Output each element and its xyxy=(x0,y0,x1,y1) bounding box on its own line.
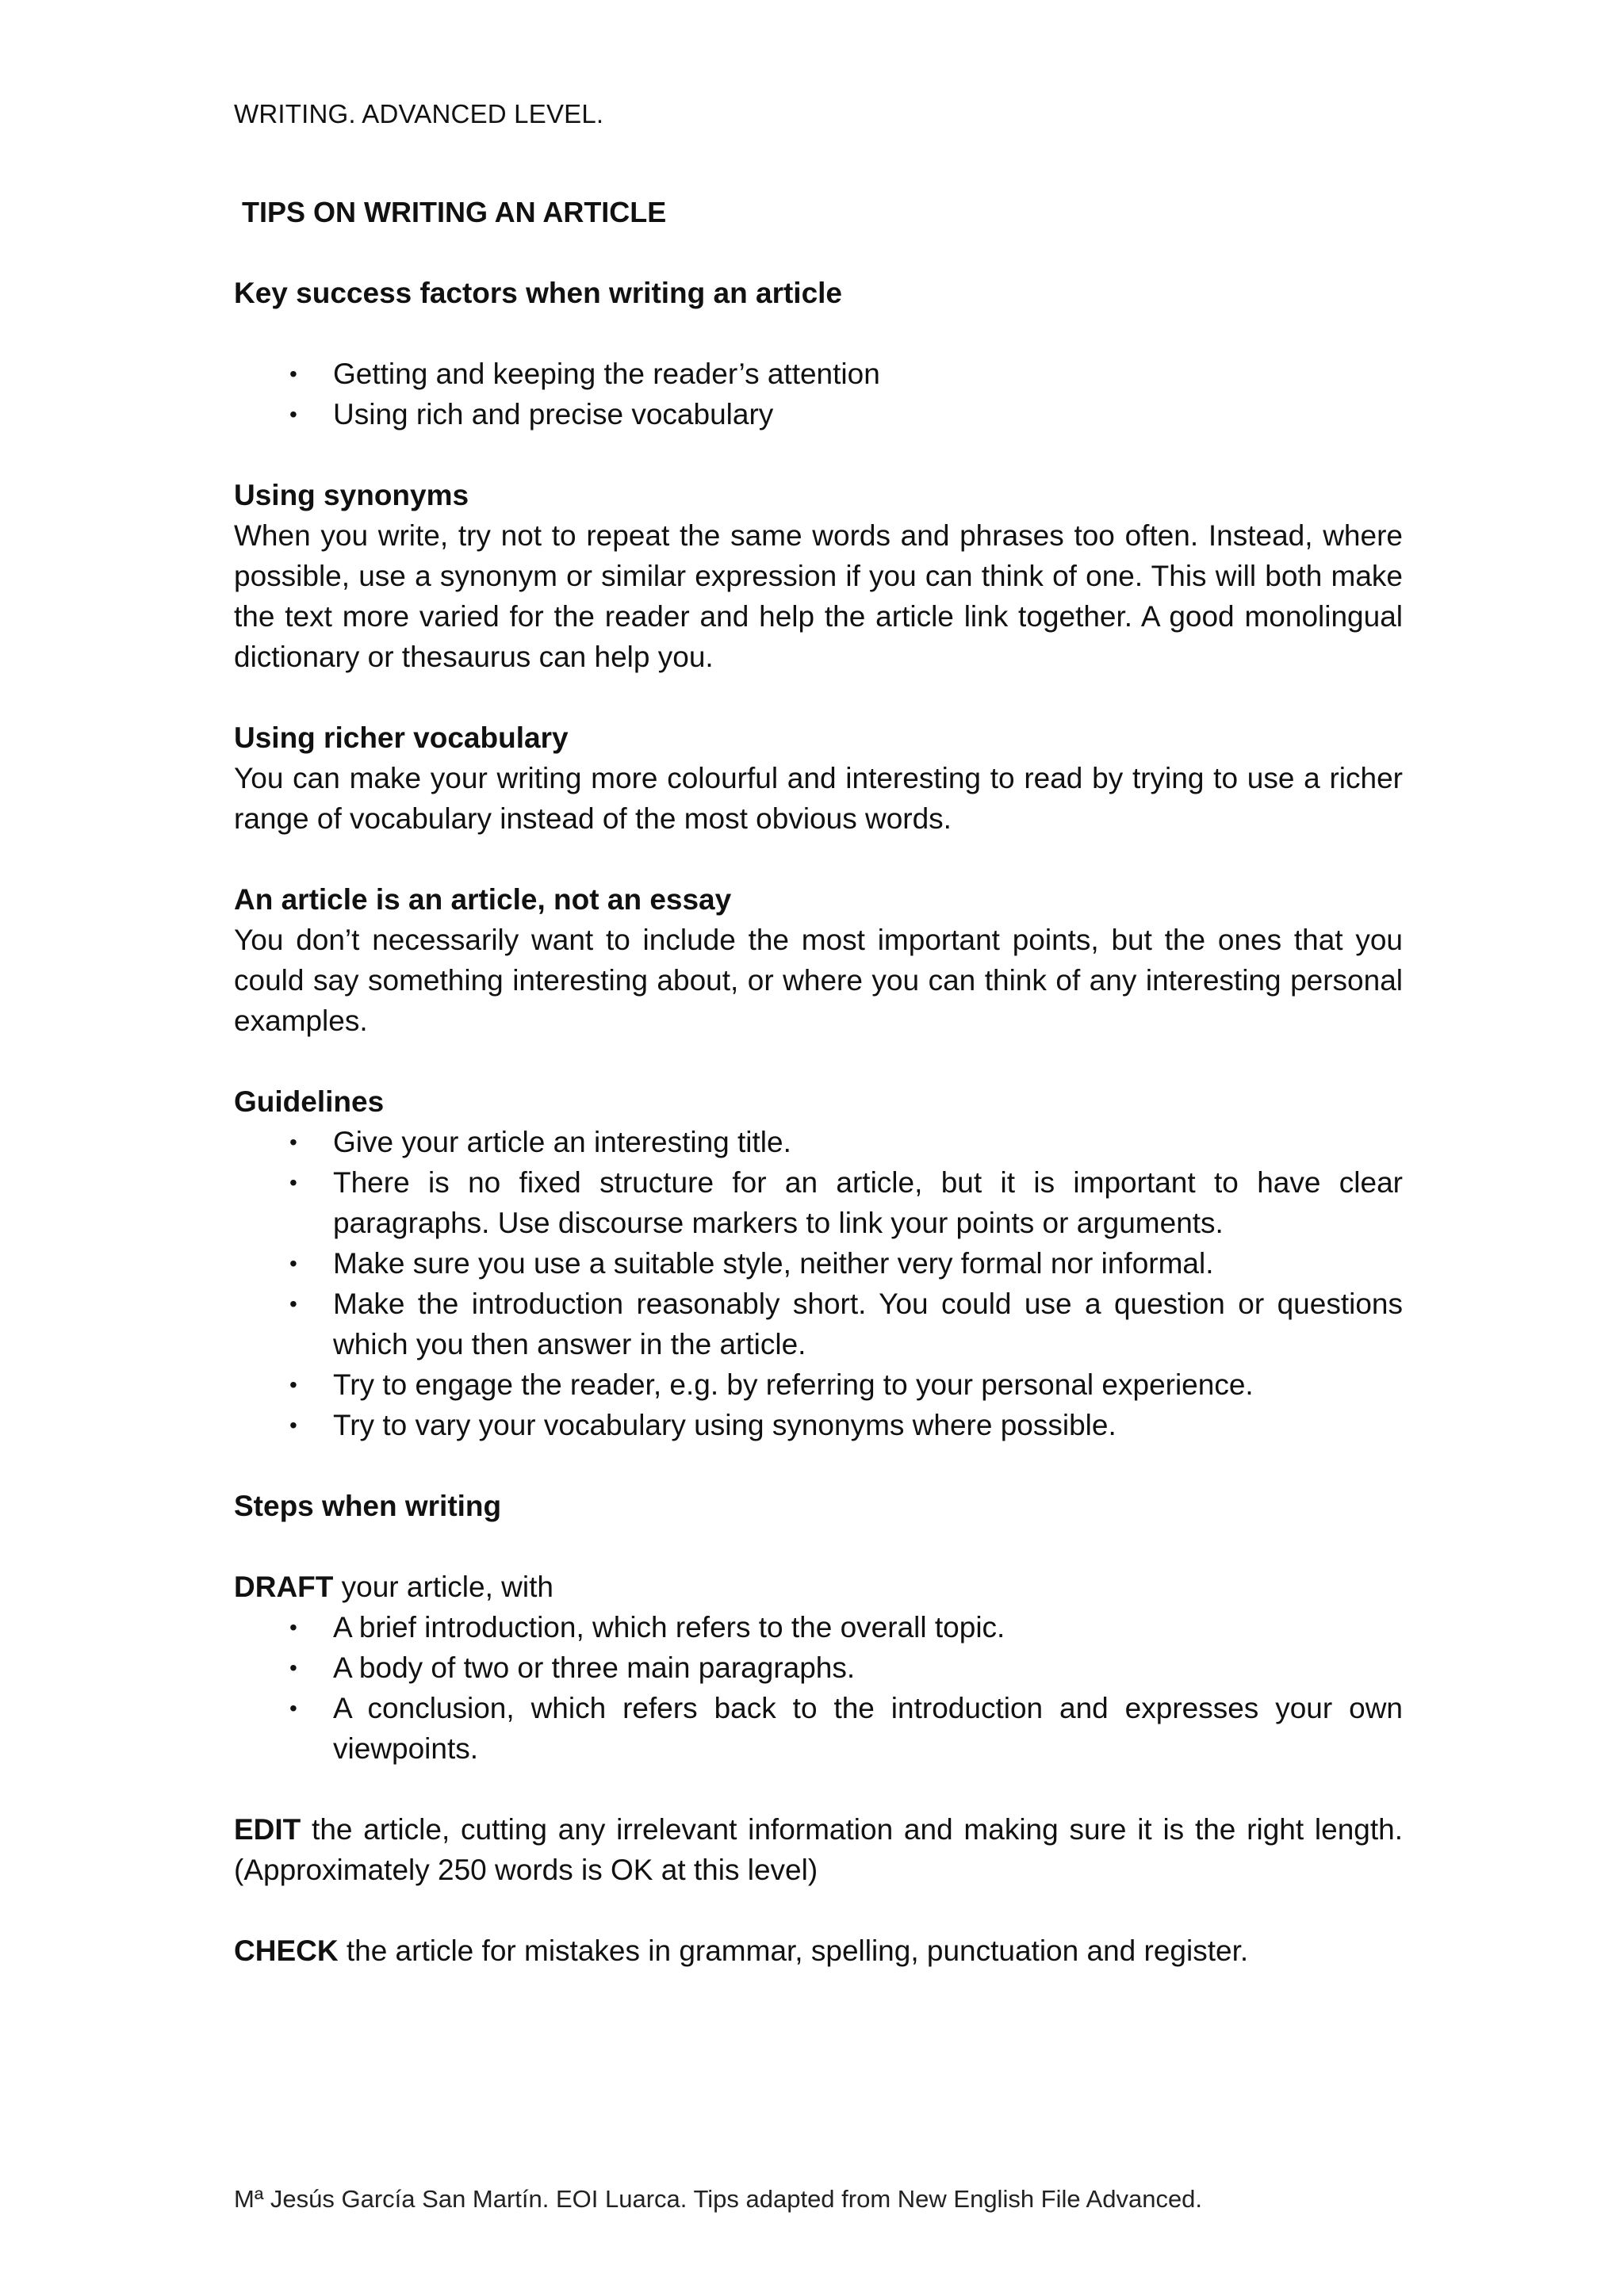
guidelines-list xyxy=(234,1122,1403,1445)
edit-step: EDIT the article, cutting any irrelevant information and making sure it is the right length. (Approximately 250 words is OK at this level) xyxy=(234,1813,1403,1886)
list-item: • Try to vary your vocabulary using synonyms where possible. xyxy=(234,1405,1403,1445)
page-footer: Mª Jesús García San Martín. EOI Luarca. Tips adapted from New English File Advanced. xyxy=(234,2185,1203,2213)
bullet-icon: • xyxy=(289,1292,297,1316)
edit-keyword: EDIT xyxy=(234,1813,301,1846)
list-item: • Make the introduction reasonably short. You could use a question or questions which you then answer in the article. xyxy=(234,1284,1403,1364)
not-essay-paragraph: You don’t necessarily want to include the most important points, but the ones that you could say something interesting about, or where you can think of any interesting personal examples. xyxy=(234,924,1403,1037)
draft-keyword: DRAFT xyxy=(234,1571,334,1603)
guidelines-heading: Guidelines xyxy=(234,1085,385,1118)
synonyms-heading: Using synonyms xyxy=(234,479,469,511)
bullet-icon: • xyxy=(289,1170,297,1195)
list-item: • Using rich and precise vocabulary xyxy=(234,394,1403,434)
bullet-icon: • xyxy=(289,1413,297,1437)
richer-vocabulary-paragraph: You can make your writing more colourful and interesting to read by trying to use a richer range of vocabulary instead of the most obvious words. xyxy=(234,762,1403,835)
check-keyword: CHECK xyxy=(234,1934,339,1967)
list-item: • A conclusion, which refers back to the introduction and expresses your own viewpoints. xyxy=(234,1688,1403,1769)
page-header: WRITING. ADVANCED LEVEL. xyxy=(234,99,604,128)
draft-list xyxy=(234,1607,1403,1769)
list-item: • A body of two or three main paragraphs. xyxy=(234,1647,1403,1688)
key-factors-list xyxy=(234,354,1403,434)
list-item: • Getting and keeping the reader’s attention xyxy=(234,354,1403,394)
synonyms-paragraph: When you write, try not to repeat the same words and phrases too often. Instead, where possible, use a synonym or similar expression if you can think of one. This will both make the text more varied for the reader and help the article link together. A good monolingual dictionary or thesaurus can help you. xyxy=(234,519,1403,673)
list-item: • There is no fixed structure for an article, but it is important to have clear paragraphs. Use discourse markers to link your points or arguments. xyxy=(234,1162,1403,1243)
not-essay-heading: An article is an article, not an essay xyxy=(234,883,732,916)
bullet-icon: • xyxy=(289,1696,297,1720)
list-item: • Try to engage the reader, e.g. by referring to your personal experience. xyxy=(234,1364,1403,1405)
bullet-icon: • xyxy=(289,1251,297,1276)
bullet-icon: • xyxy=(289,1372,297,1397)
steps-heading: Steps when writing xyxy=(234,1490,502,1522)
bullet-icon: • xyxy=(289,362,297,386)
richer-vocabulary-heading: Using richer vocabulary xyxy=(234,721,569,754)
list-item: • Give your article an interesting title. xyxy=(234,1122,1403,1162)
bullet-icon: • xyxy=(289,1655,297,1680)
draft-step: DRAFT your article, with xyxy=(234,1571,553,1603)
bullet-icon: • xyxy=(289,402,297,427)
bullet-icon: • xyxy=(289,1615,297,1640)
key-factors-heading: Key success factors when writing an article xyxy=(234,277,843,309)
check-step: CHECK the article for mistakes in grammar, spelling, punctuation and register. xyxy=(234,1934,1249,1967)
list-item: • A brief introduction, which refers to the overall topic. xyxy=(234,1607,1403,1647)
bullet-icon: • xyxy=(289,1130,297,1154)
document-title: TIPS ON WRITING AN ARTICLE xyxy=(242,196,667,228)
list-item: • Make sure you use a suitable style, neither very formal nor informal. xyxy=(234,1243,1403,1284)
document-content xyxy=(234,94,1403,1971)
